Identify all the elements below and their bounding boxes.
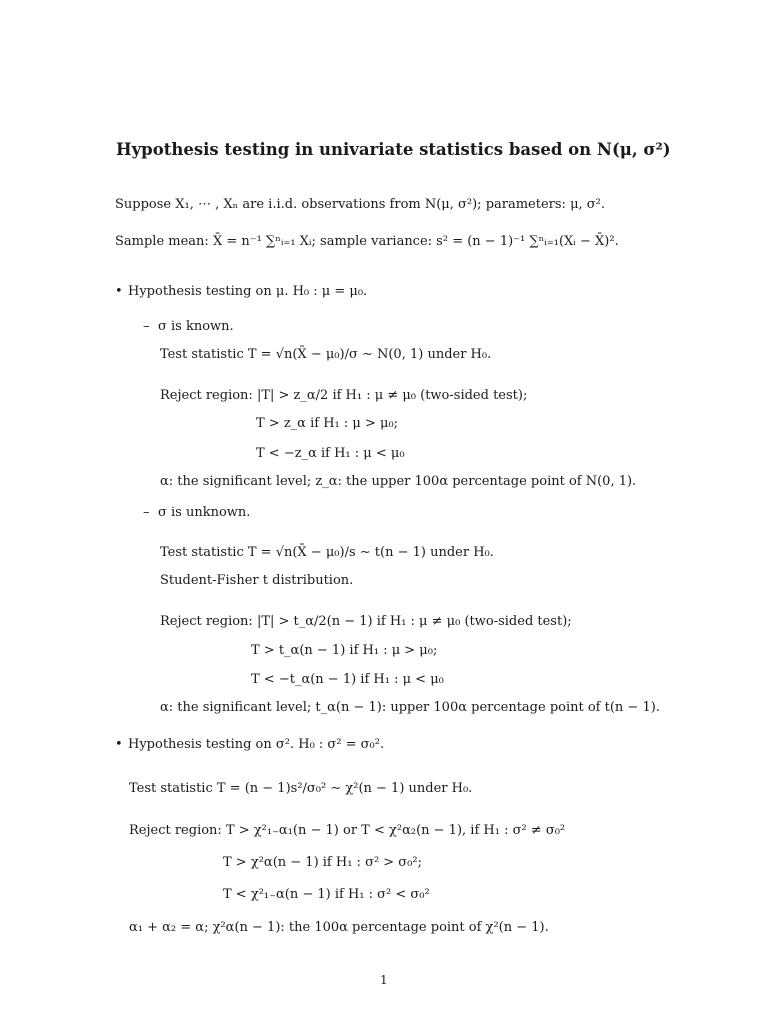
variance-reject-two-sided: Reject region: T > χ²₁₋α₁(n − 1) or T < χ²α₂(n − 1), if H₁ : σ² ≠ σ₀² (129, 823, 566, 838)
variance-reject-upper: T > χ²α(n − 1) if H₁ : σ² > σ₀²; (223, 855, 422, 870)
unknown-reject-upper: T > t_α(n − 1) if H₁ : μ > μ₀; (251, 643, 438, 658)
unknown-reject-two-sided: Reject region: |T| > t_α/2(n − 1) if H₁ : μ ≠ μ₀ (two-sided test); (160, 614, 572, 629)
known-reject-lower: T < −z_α if H₁ : μ < μ₀ (256, 446, 405, 461)
variance-reject-lower: T < χ²₁₋α(n − 1) if H₁ : σ² < σ₀² (223, 887, 430, 902)
page-number: 1 (380, 973, 388, 987)
intro-sample-stats: Sample mean: X̄ = n⁻¹ ∑ⁿᵢ₌₁ Xᵢ; sample variance: s² = (n − 1)⁻¹ ∑ⁿᵢ₌₁(Xᵢ − X̄)². (115, 234, 619, 249)
known-reject-two-sided: Reject region: |T| > z_α/2 if H₁ : μ ≠ μ₀ (two-sided test); (160, 388, 528, 403)
known-note: α: the significant level; z_α: the upper 100α percentage point of N(0, 1). (160, 474, 637, 489)
known-reject-upper: T > z_α if H₁ : μ > μ₀; (256, 416, 399, 431)
bullet-mean: • (115, 284, 123, 299)
page-title: Hypothesis testing in univariate statistics based on N(μ, σ²) (116, 140, 671, 159)
known-sigma-heading: σ is known. (158, 319, 234, 334)
known-test-statistic: Test statistic T = √n(X̄ − μ₀)/σ ∼ N(0, 1) under H₀. (160, 347, 492, 362)
unknown-note: α: the significant level; t_α(n − 1): upper 100α percentage point of t(n − 1). (160, 700, 660, 715)
dash-known: – (143, 319, 150, 334)
bullet-variance: • (115, 737, 123, 752)
variance-test-statistic: Test statistic T = (n − 1)s²/σ₀² ∼ χ²(n − 1) under H₀. (129, 781, 473, 796)
unknown-distribution: Student-Fisher t distribution. (160, 573, 354, 588)
unknown-reject-lower: T < −t_α(n − 1) if H₁ : μ < μ₀ (251, 672, 444, 687)
variance-test-heading: Hypothesis testing on σ². H₀ : σ² = σ₀². (128, 737, 385, 752)
variance-note: α₁ + α₂ = α; χ²α(n − 1): the 100α percentage point of χ²(n − 1). (129, 920, 549, 935)
unknown-test-statistic: Test statistic T = √n(X̄ − μ₀)/s ∼ t(n − 1) under H₀. (160, 545, 494, 560)
unknown-sigma-heading: σ is unknown. (158, 505, 251, 520)
intro-setup: Suppose X₁, ⋯ , Xₙ are i.i.d. observations from N(μ, σ²); parameters: μ, σ². (115, 197, 605, 212)
mean-test-heading: Hypothesis testing on μ. H₀ : μ = μ₀. (128, 284, 368, 299)
dash-unknown: – (143, 505, 150, 520)
